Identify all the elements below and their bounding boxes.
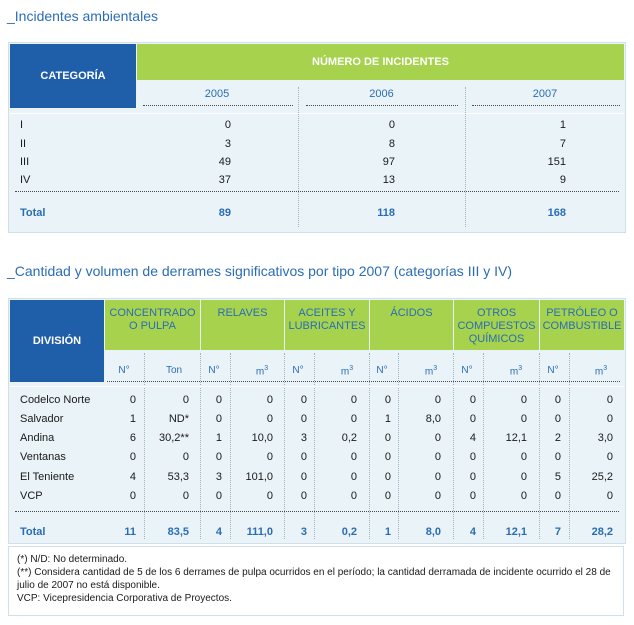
table-row — [9, 413, 625, 429]
cell-value: 7 — [559, 138, 566, 150]
total-row — [9, 207, 625, 222]
cell-value: 0 — [300, 490, 307, 502]
total-value: 83,5 — [167, 526, 189, 538]
cell-value: 10,0 — [251, 432, 273, 444]
cell-value: 0 — [300, 413, 307, 425]
header-underline — [107, 381, 620, 382]
table-row — [9, 156, 625, 171]
cell-value: 0 — [266, 490, 273, 502]
subheader-count: N° — [118, 365, 130, 376]
category-header-acidos: ÁCIDOS — [370, 300, 453, 350]
subheader-count: N° — [292, 365, 304, 376]
cell-value: 3 — [300, 432, 307, 444]
cell-value: 0 — [388, 119, 395, 131]
subheader-count: N° — [547, 365, 559, 376]
cell-value: 0 — [224, 119, 231, 131]
footnote: VCP: Vicepresidencia Corporativa de Proyectos. — [17, 593, 232, 604]
subheader-m3: $m^3$ — [255, 365, 269, 378]
cell-value: 6 — [129, 432, 136, 444]
category-header-concentrado: CONCENTRADO O PULPA — [105, 300, 200, 350]
total-value: 11 — [124, 526, 136, 538]
subheader-m3: $m^3$ — [594, 365, 608, 378]
cell-value: 0 — [182, 490, 189, 502]
row-separator — [10, 113, 624, 114]
cell-value: 0 — [182, 451, 189, 463]
table-row — [9, 432, 625, 448]
cell-value: 0 — [469, 490, 476, 502]
row-separator — [15, 191, 619, 192]
total-value: 89 — [218, 207, 231, 219]
spills-section-title: _Cantidad y volumen de derrames significativos por tipo 2007 (categorías III y IV) — [7, 263, 513, 279]
cell-value: 0 — [606, 451, 613, 463]
cell-value: 4 — [469, 432, 476, 444]
subheader-count: N° — [461, 365, 473, 376]
cell-value: 0 — [300, 451, 307, 463]
category-header: CATEGORÍA — [10, 44, 136, 108]
cell-value: 0 — [384, 451, 391, 463]
total-value: 111,0 — [246, 526, 273, 538]
subheader-m3: $m^3$ — [509, 365, 523, 378]
cell-value: 0 — [434, 394, 441, 406]
cell-value: 0 — [350, 394, 357, 406]
cell-value: 49 — [218, 156, 231, 168]
cell-value: 0 — [215, 451, 222, 463]
year-underline — [143, 105, 293, 106]
cell-value: 97 — [382, 156, 395, 168]
total-label: Total — [20, 526, 46, 538]
year-header-2007: 2007 — [532, 88, 558, 100]
cell-value: 0 — [469, 451, 476, 463]
cell-value: ND* — [168, 413, 189, 425]
total-value: 4 — [215, 526, 222, 538]
cell-value: 30,2** — [159, 432, 189, 444]
cell-value: 3,0 — [597, 432, 613, 444]
subheader-ton: Ton — [165, 365, 183, 376]
table-row — [9, 119, 625, 134]
year-header-2005: 2005 — [204, 88, 230, 100]
cell-value: 0 — [350, 413, 357, 425]
cell-value: 0 — [520, 413, 527, 425]
cell-value: 0 — [215, 394, 222, 406]
incidents-section-title: _Incidentes ambientales — [7, 8, 158, 24]
cell-value: 0 — [469, 413, 476, 425]
category-header-petroleo: PETRÓLEO O COMBUSTIBLE — [540, 300, 624, 350]
table-row — [9, 174, 625, 189]
cell-value: 0 — [434, 471, 441, 483]
cell-value: 0 — [350, 490, 357, 502]
cell-value: 0 — [606, 394, 613, 406]
cell-value: 53,3 — [167, 471, 189, 483]
total-value: 0,2 — [341, 526, 357, 538]
cell-value: 0 — [520, 490, 527, 502]
cell-value: 8,0 — [425, 413, 441, 425]
total-value: 4 — [469, 526, 476, 538]
cell-value: 0 — [434, 490, 441, 502]
cell-value: 0 — [215, 490, 222, 502]
cell-value: 0 — [384, 490, 391, 502]
subheader-count: N° — [208, 365, 220, 376]
division-header: DIVISIÓN — [10, 300, 104, 382]
cell-value: 0 — [606, 413, 613, 425]
total-value: 12,1 — [505, 526, 527, 538]
cell-value: 0 — [520, 394, 527, 406]
cell-value: 0 — [266, 413, 273, 425]
cell-value: 37 — [218, 174, 231, 186]
total-value: 28,2 — [591, 526, 613, 538]
cell-value: 1 — [129, 413, 136, 425]
cell-value: 0 — [554, 451, 561, 463]
category-header-aceites: ACEITES Y LUBRICANTES — [285, 300, 369, 350]
total-row — [9, 526, 625, 542]
cell-value: 0 — [215, 413, 222, 425]
division-name: Andina — [20, 432, 55, 444]
cell-value: 0 — [554, 394, 561, 406]
incidents-table — [8, 42, 626, 233]
cell-value: 1 — [559, 119, 566, 131]
cell-value: 0 — [266, 394, 273, 406]
cell-value: 0 — [182, 394, 189, 406]
year-header-2006: 2006 — [369, 88, 394, 100]
cell-value: 8 — [388, 138, 395, 150]
category-label: III — [20, 156, 30, 168]
spills-table — [8, 298, 626, 544]
division-name: Ventanas — [20, 451, 66, 463]
category-label: IV — [20, 174, 31, 186]
cell-value: 0 — [129, 394, 136, 406]
cell-value: 1 — [215, 432, 222, 444]
row-separator — [10, 386, 624, 387]
subheader-m3: $m^3$ — [340, 365, 354, 378]
cell-value: 0,2 — [341, 432, 357, 444]
division-name: Salvador — [20, 413, 64, 425]
category-label: I — [20, 119, 24, 131]
category-header-relaves: RELAVES — [201, 300, 284, 350]
cell-value: 0 — [434, 451, 441, 463]
cell-value: 0 — [384, 394, 391, 406]
total-value: 118 — [377, 207, 395, 219]
cell-value: 1 — [384, 413, 391, 425]
cell-value: 13 — [382, 174, 395, 186]
cell-value: 0 — [469, 394, 476, 406]
cell-value: 0 — [520, 471, 527, 483]
table-row — [9, 490, 625, 506]
cell-value: 0 — [554, 413, 561, 425]
cell-value: 3 — [215, 471, 222, 483]
total-label: Total — [20, 207, 46, 219]
cell-value: 25,2 — [591, 471, 613, 483]
cell-value: 151 — [547, 156, 566, 168]
cell-value: 12,1 — [505, 432, 527, 444]
cell-value: 0 — [434, 432, 441, 444]
incident-count-header: NÚMERO DE INCIDENTES — [137, 44, 624, 80]
table-row — [9, 138, 625, 153]
footnotes — [8, 546, 624, 616]
cell-value: 4 — [129, 471, 136, 483]
division-name: VCP — [20, 490, 43, 502]
total-value: 3 — [300, 526, 307, 538]
division-name: Codelco Norte — [20, 394, 91, 406]
cell-value: 0 — [300, 471, 307, 483]
table-row — [9, 394, 625, 410]
row-separator — [15, 511, 619, 512]
cell-value: 0 — [129, 451, 136, 463]
category-header-otros: OTROS COMPUESTOS QUÍMICOS — [454, 300, 539, 350]
cell-value: 0 — [554, 490, 561, 502]
cell-value: 101,0 — [245, 471, 273, 483]
total-value: 7 — [554, 526, 561, 538]
cell-value: 9 — [559, 174, 566, 186]
cell-value: 2 — [554, 432, 561, 444]
cell-value: 0 — [384, 432, 391, 444]
subheader-count: N° — [376, 365, 388, 376]
cell-value: 0 — [384, 471, 391, 483]
cell-value: 0 — [469, 471, 476, 483]
footnote: (**) Considera cantidad de 5 de los 6 derrames de pulpa ocurridos en el período; la cantidad derramada de incidente ocurrido el 28 de julio de 2007 no está disponible. — [17, 567, 611, 591]
subheader-m3: $m^3$ — [424, 365, 438, 378]
cell-value: 5 — [554, 471, 561, 483]
division-name: El Teniente — [20, 471, 75, 483]
cell-value: 0 — [520, 451, 527, 463]
cell-value: 0 — [350, 471, 357, 483]
year-underline — [472, 105, 620, 106]
year-underline — [306, 105, 458, 106]
table-row — [9, 471, 625, 487]
total-value: 8,0 — [425, 526, 441, 538]
cell-value: 3 — [224, 138, 231, 150]
total-value: 1 — [384, 526, 391, 538]
total-value: 168 — [547, 207, 566, 219]
cell-value: 0 — [129, 490, 136, 502]
footnote: (*) N/D: No determinado. — [17, 554, 128, 565]
cell-value: 0 — [300, 394, 307, 406]
cell-value: 0 — [266, 451, 273, 463]
cell-value: 0 — [606, 490, 613, 502]
category-label: II — [20, 138, 27, 150]
table-row — [9, 451, 625, 467]
cell-value: 0 — [350, 451, 357, 463]
